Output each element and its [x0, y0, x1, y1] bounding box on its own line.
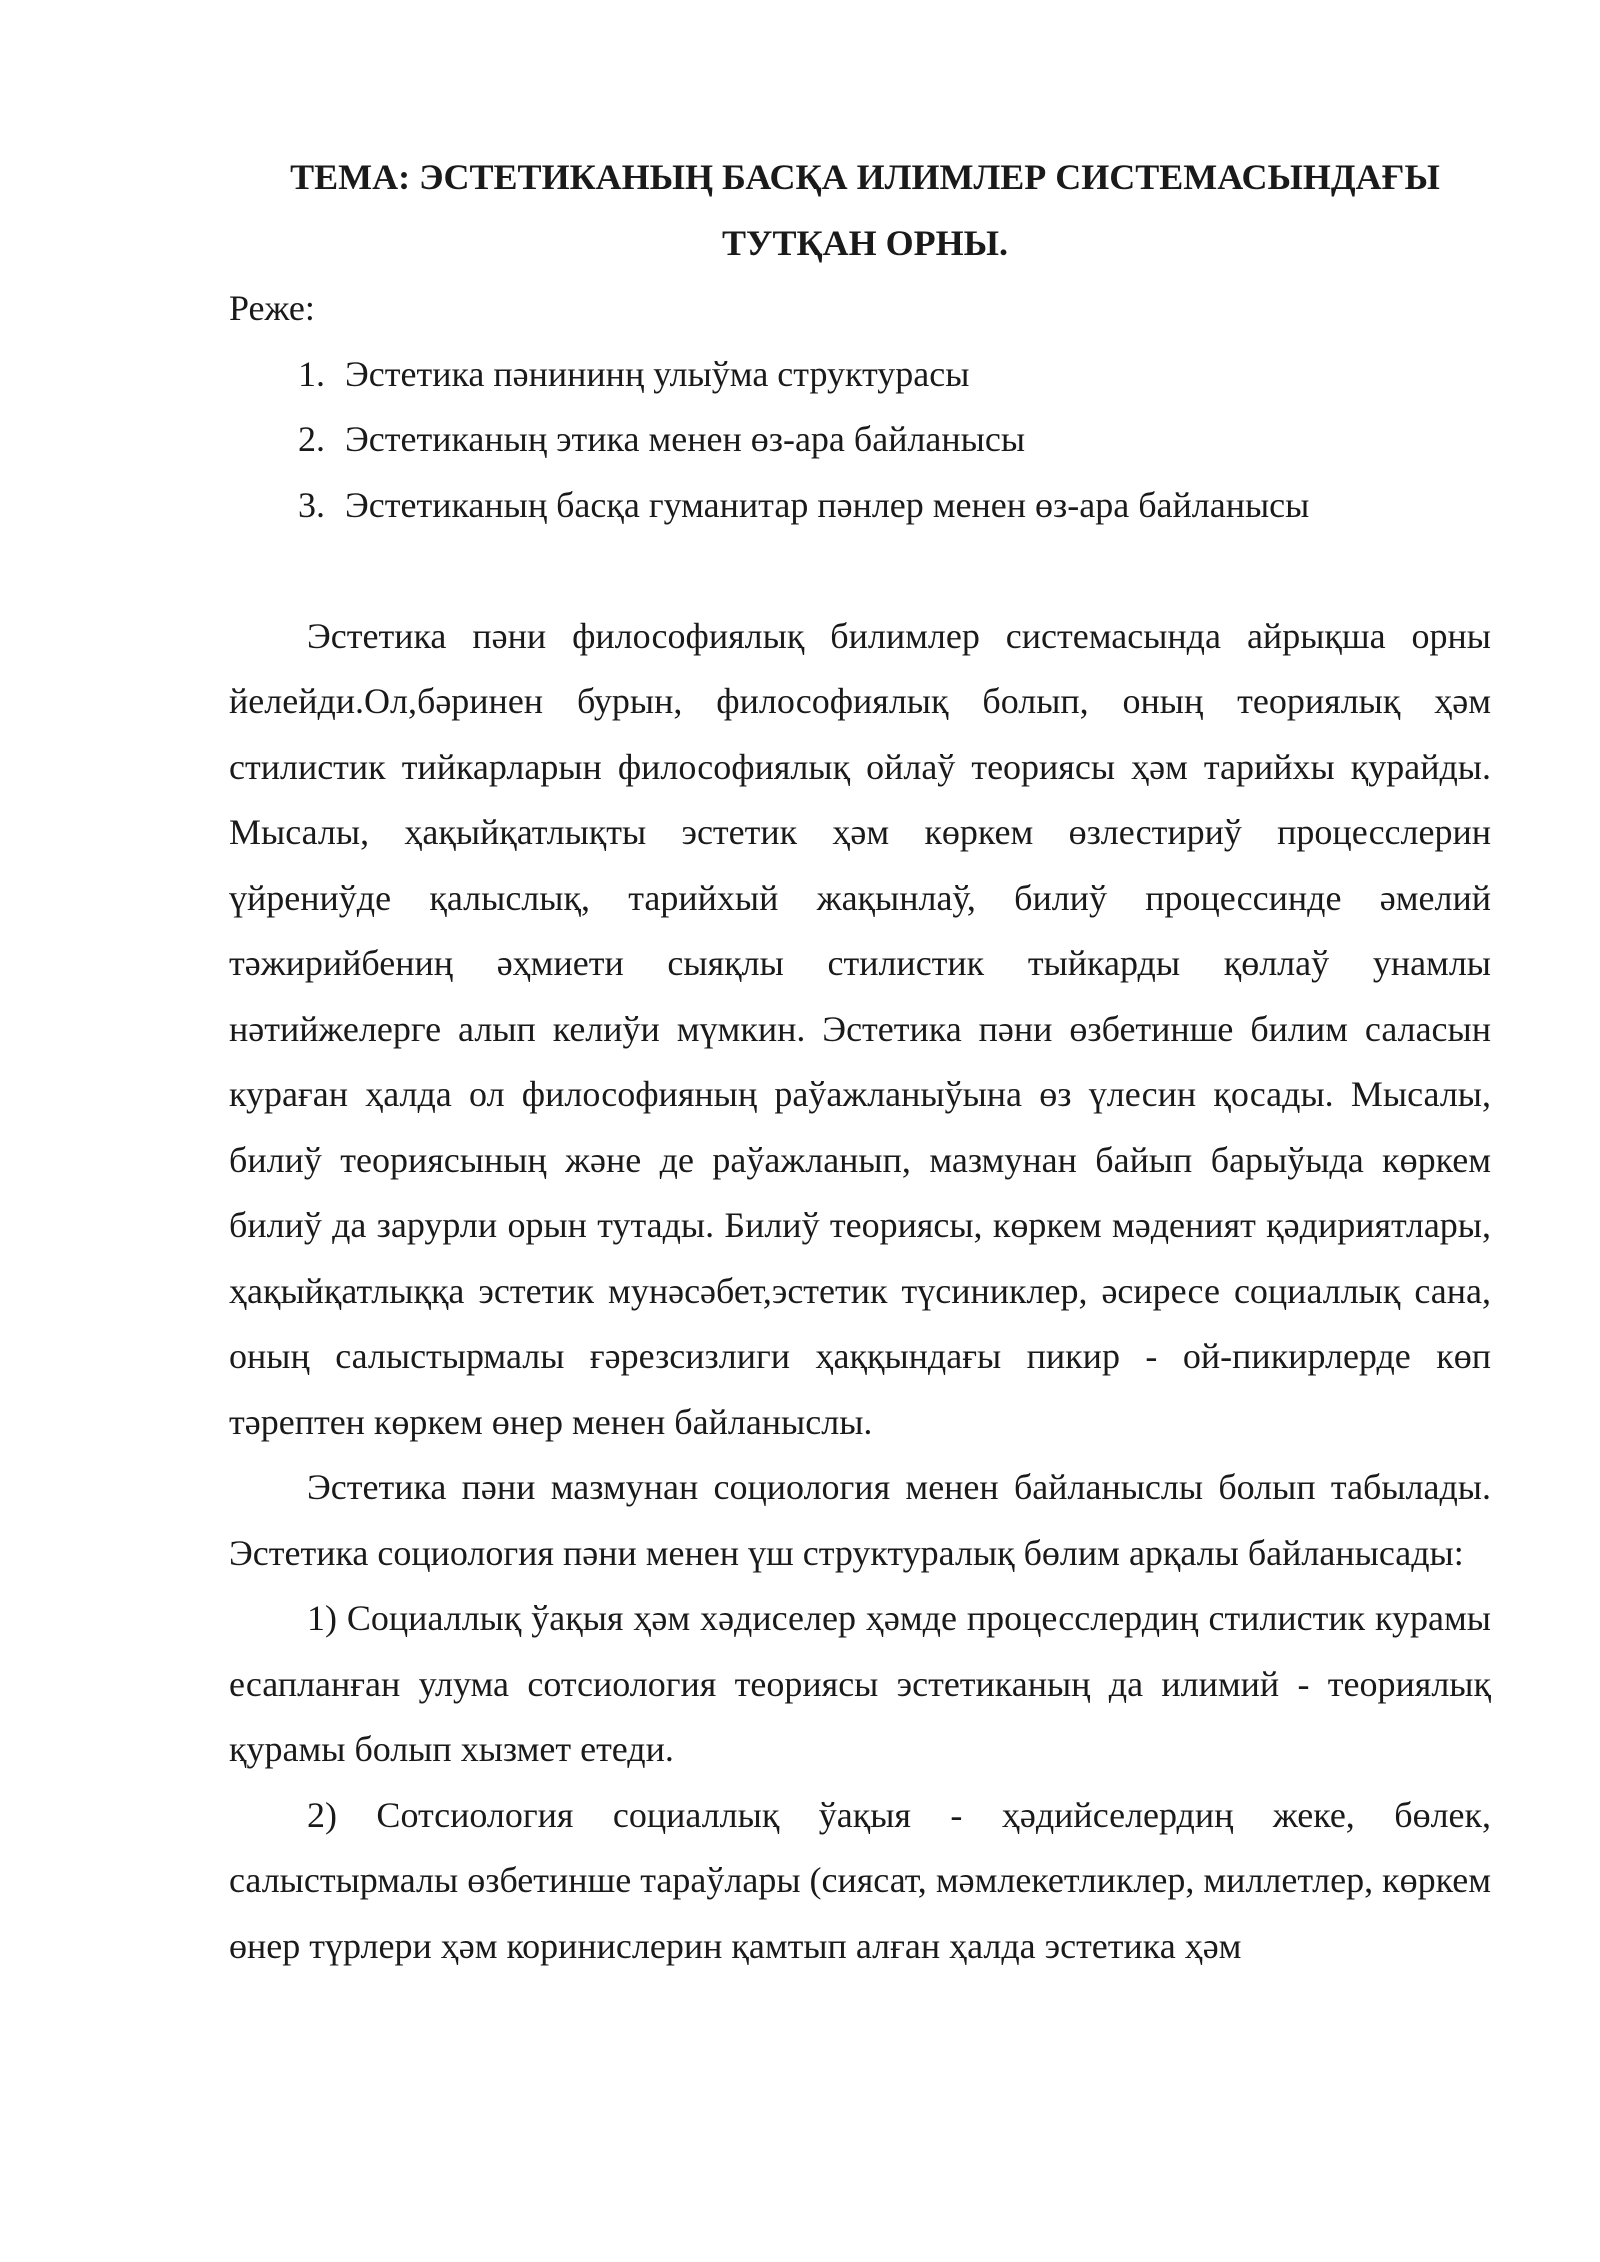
- plan-item: [229, 407, 1491, 473]
- plan-item-number: 1.: [298, 353, 325, 394]
- title-line-2: ТУТҚАН ОРНЫ.: [722, 222, 1008, 263]
- document-title: [229, 145, 1491, 276]
- plan-label: Реже:: [229, 288, 315, 328]
- document-page: [229, 145, 1491, 1979]
- plan-item: [229, 342, 1491, 408]
- plan-item-number: 2.: [298, 419, 325, 459]
- plan-item-text: Эстетиканың басқа гуманитар пәнлер менен өз-ара байланысы: [345, 484, 1310, 525]
- plan-item: [229, 473, 1491, 539]
- title-line-1: ТЕМА: ЭСТЕТИКАНЫҢ БАСҚА ИЛИМЛЕР СИСТЕМАСЫНДАҒЫ: [290, 157, 1440, 197]
- plan-item-number: 3.: [298, 484, 325, 525]
- body-paragraph: 2) Сотсиология социаллық ўақыя - ҳәдийселердиң жеке, бөлек, салыстырмалы өзбетинше тараўлары (сиясат, мәмлекетликлер, миллетлер, көркем өнер түрлери ҳәм коринислерин қамтып алған ҳалда эстетика ҳәм: [229, 1794, 1491, 1966]
- blank-line: [229, 538, 1491, 604]
- body-paragraph: Эстетика пәни философиялық билимлер системасында айрықша орны йелейди.Ол,бәринен бурын, философиялық болып, оның теориялық ҳәм стилистик тийкарларын философиялық ойлаў теориясы ҳәм тарийхы қурайды. Мысалы, ҳақыйқатлықты эстетик ҳәм көркем өзлестириў процесслерин үйрениўде қалыслық, тарийхый жақынлаў, билиў процессинде әмелий тәжирийбениң әҳмиети сыяқлы стилистик тыйкарды қөллаў унамлы нәтийжелерге алып келиўи мүмкин. Эстетика пәни өзбетинше билим саласын кураған ҳалда ол философияның раўажланыўына өз үлесин қосады. Мысалы, билиў теориясының және де раўажланып, мазмунан байып барыўыда көркем билиў да зарурли орын тутады. Билиў теориясы, көркем мәденият қәдириятлары, ҳақыйқатлыққа эстетик мунәсәбет,эстетик түсиниклер, әсиресе социаллық сана, оның салыстырмалы ғәрезсизлиги ҳаққындағы пикир - ой-пикирлерде көп тәрептен көркем өнер менен байланыслы.: [229, 615, 1491, 1442]
- plan-list: [229, 342, 1491, 539]
- body-paragraph: 1) Социаллық ўақыя ҳәм хәдиселер ҳәмде процесслердиң стилистик курамы есапланған улума сотсиология теориясы эстетиканың да илимий - теориялық қурамы болып хызмет етеди.: [229, 1598, 1491, 1769]
- plan-item-text: Эстетиканың этика менен өз-ара байланысы: [345, 419, 1026, 459]
- plan-item-text: Эстетика пәнининң улыўма структурасы: [345, 353, 970, 394]
- body-paragraph: Эстетика пәни мазмунан социология менен байланыслы болып табылады. Эстетика социология пәни менен үш структуралық бөлим арқалы байланысады:: [229, 1467, 1491, 1573]
